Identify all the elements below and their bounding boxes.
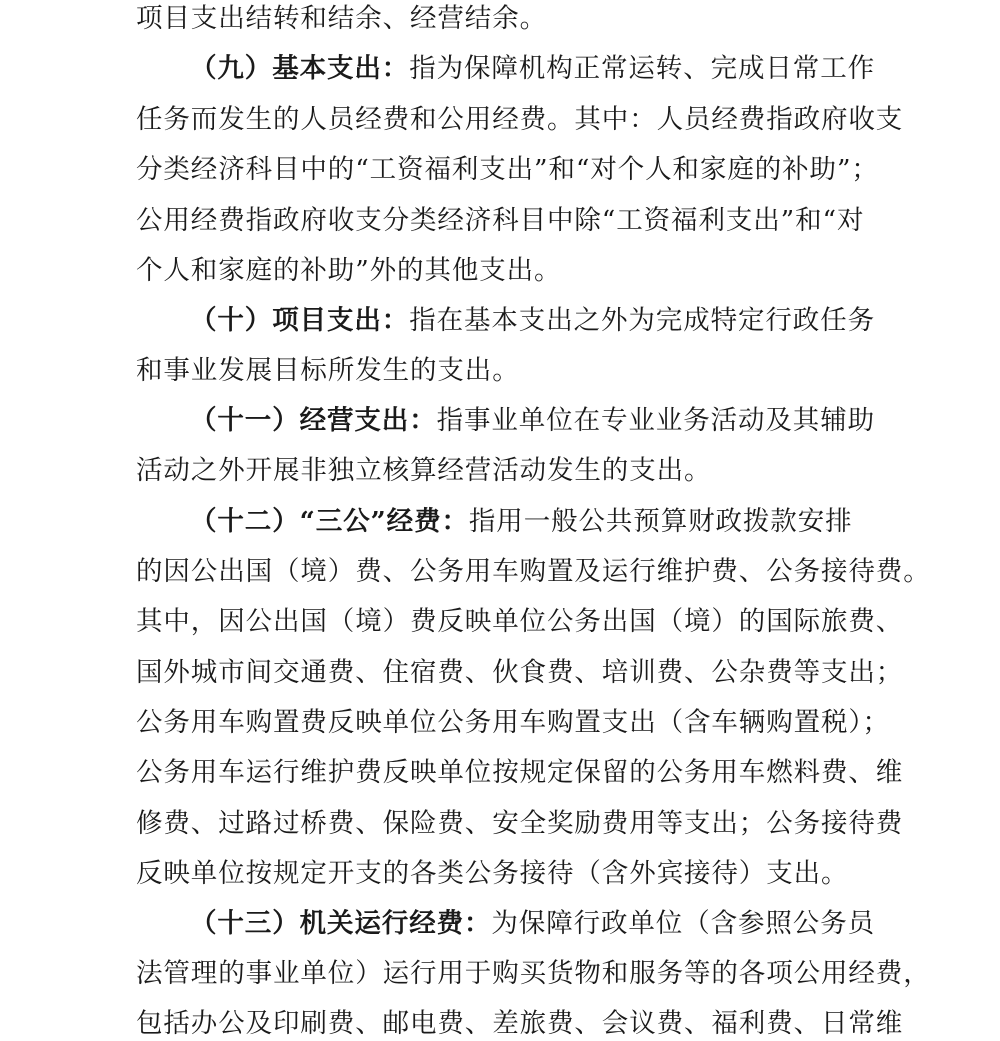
section-heading-line bbox=[190, 52, 875, 86]
line-text: 的因公出国（境）费、公务用车购置及运行维护费、公务接待费。 bbox=[136, 556, 931, 587]
line-text: 其中，因公出国（境）费反映单位公务出国（境）的国际旅费、 bbox=[136, 606, 904, 637]
line-text: 为保障行政单位（含参照公务员 bbox=[491, 908, 876, 939]
text-line bbox=[136, 354, 520, 388]
line-text: 指用一般公共预算财政拨款安排 bbox=[468, 506, 853, 537]
line-text: 公用经费指政府收支分类经济科目中除“工资福利支出”和“对 bbox=[136, 205, 865, 236]
text-line bbox=[136, 857, 848, 891]
line-text: 反映单位按规定开支的各类公务接待（含外宾接待）支出。 bbox=[136, 858, 849, 889]
text-line bbox=[136, 454, 711, 488]
text-line bbox=[136, 254, 561, 288]
line-text: 项目支出结转和结余、经营结余。 bbox=[136, 3, 547, 34]
line-text: 公务用车购置费反映单位公务用车购置支出（含车辆购置税）； bbox=[136, 707, 890, 738]
text-line bbox=[136, 555, 931, 589]
section-heading-line bbox=[190, 907, 875, 941]
section-heading-line bbox=[190, 505, 853, 539]
line-text: 任务而发生的人员经费和公用经费。其中：人员经费指政府收支 bbox=[136, 104, 904, 135]
section-term: （十二）“三公”经费： bbox=[190, 506, 469, 537]
line-text: 公务用车运行维护费反映单位按规定保留的公务用车燃料费、维 bbox=[136, 757, 904, 788]
text-line bbox=[136, 153, 879, 187]
section-heading-line bbox=[190, 404, 875, 438]
text-line bbox=[136, 103, 903, 137]
text-line bbox=[136, 605, 903, 639]
line-text: 指在基本支出之外为完成特定行政任务 bbox=[409, 305, 876, 336]
line-text: 法管理的事业单位）运行用于购买货物和服务等的各项公用经费， bbox=[136, 958, 931, 989]
line-text: 活动之外开展非独立核算经营活动发生的支出。 bbox=[136, 455, 712, 486]
section-term: （十）项目支出： bbox=[190, 305, 410, 336]
text-line bbox=[136, 2, 547, 36]
line-text: 分类经济科目中的“工资福利支出”和“对个人和家庭的补助”； bbox=[136, 154, 879, 185]
line-text: 和事业发展目标所发生的支出。 bbox=[136, 355, 520, 386]
line-text: 指事业单位在专业业务活动及其辅助 bbox=[436, 405, 876, 436]
line-text: 国外城市间交通费、住宿费、伙食费、培训费、公杂费等支出； bbox=[136, 657, 904, 688]
text-line bbox=[136, 204, 864, 238]
line-text: 包括办公及印刷费、邮电费、差旅费、会议费、福利费、日常维 bbox=[136, 1008, 904, 1039]
text-line bbox=[136, 756, 903, 790]
section-term: （十一）经营支出： bbox=[190, 405, 437, 436]
section-heading-line bbox=[190, 304, 875, 338]
text-line bbox=[136, 807, 903, 841]
text-line bbox=[136, 957, 931, 991]
text-line bbox=[136, 706, 890, 740]
text-line bbox=[136, 1007, 903, 1041]
section-term: （十三）机关运行经费： bbox=[190, 908, 492, 939]
line-text: 指为保障机构正常运转、完成日常工作 bbox=[409, 53, 876, 84]
section-term: （九）基本支出： bbox=[190, 53, 410, 84]
text-line bbox=[136, 656, 903, 690]
line-text: 个人和家庭的补助”外的其他支出。 bbox=[136, 255, 562, 286]
line-text: 修费、过路过桥费、保险费、安全奖励费用等支出；公务接待费 bbox=[136, 808, 904, 839]
